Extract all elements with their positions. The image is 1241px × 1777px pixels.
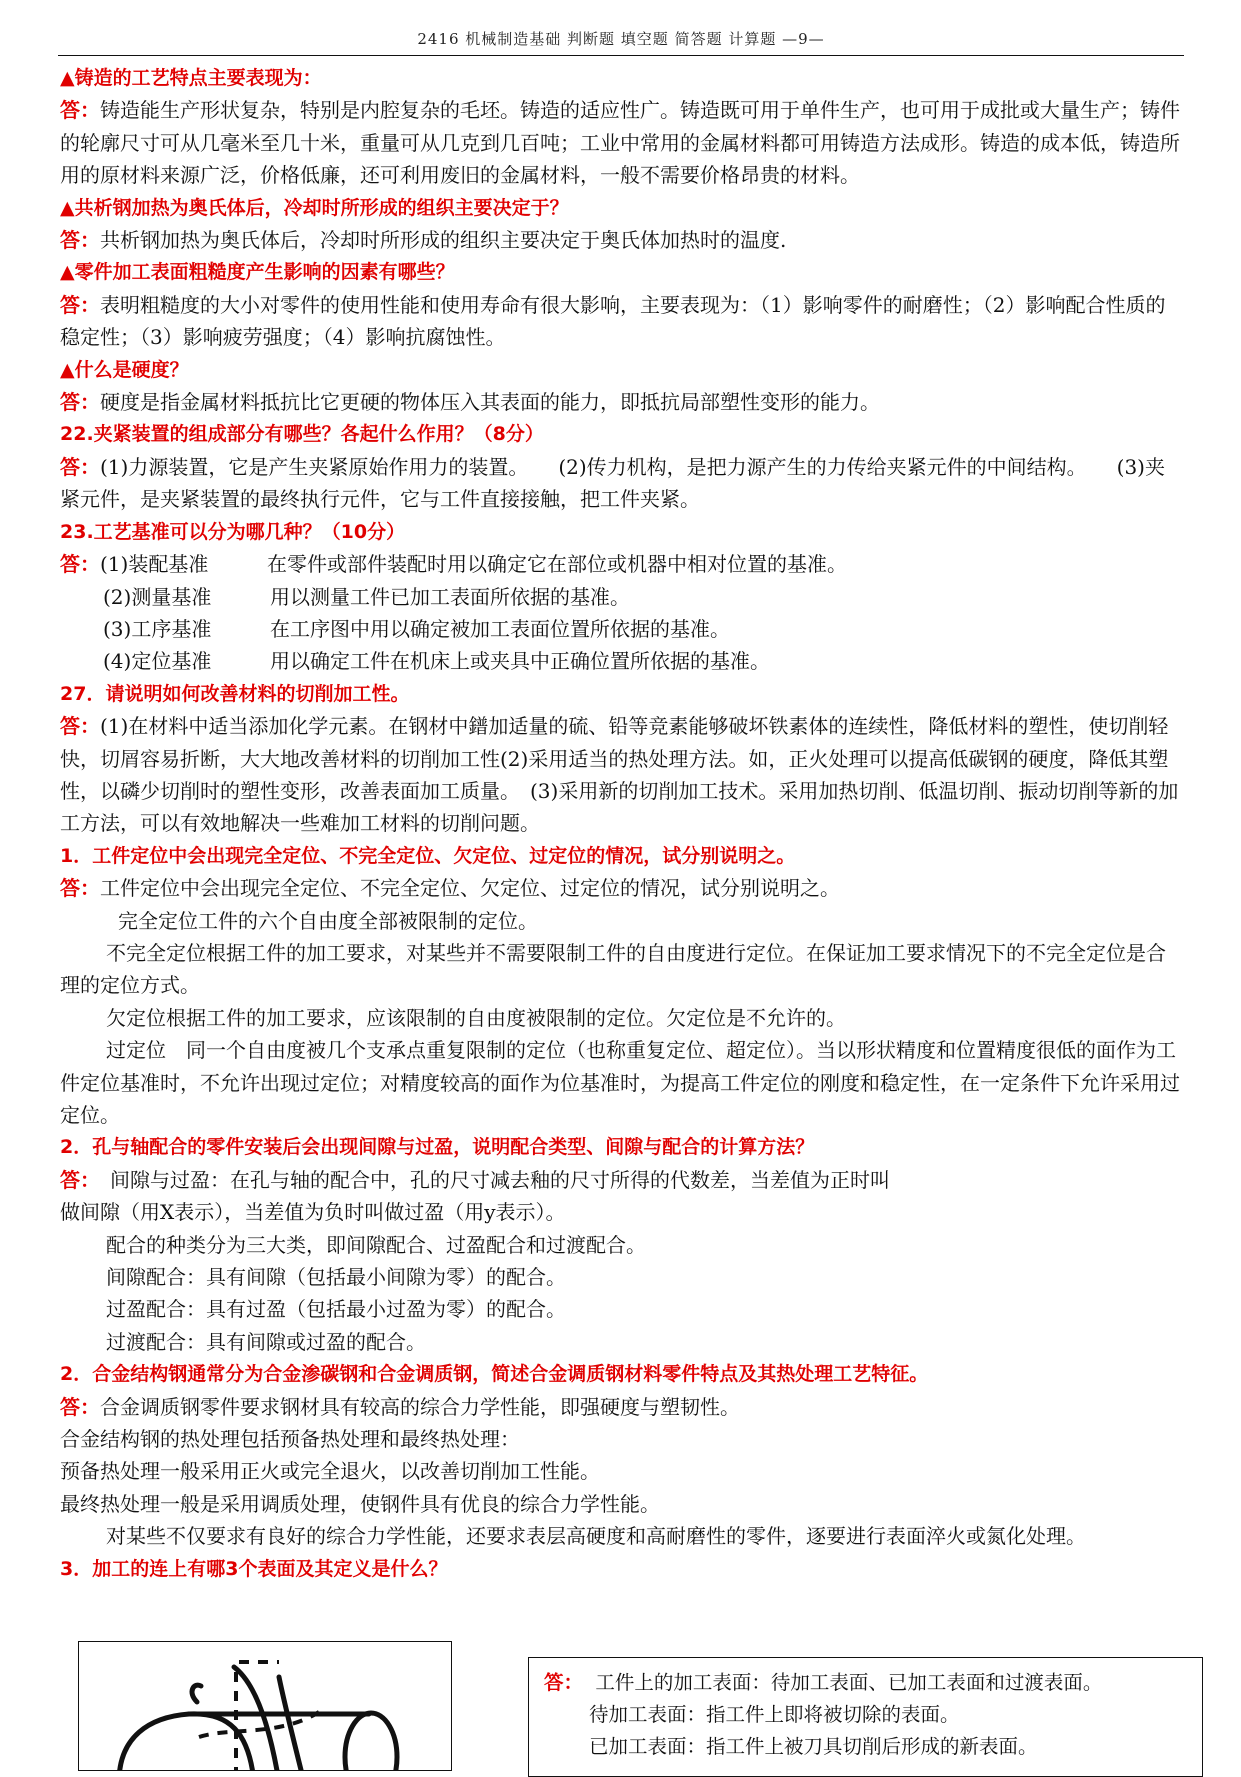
answer-label: 答：	[60, 454, 100, 479]
paragraph: 过盈配合：具有过盈（包括最小过盈为零）的配合。	[106, 1297, 566, 1322]
datum-item	[60, 581, 1182, 613]
datum-term: (2)测量基准	[103, 584, 212, 609]
answer-label: 答：	[60, 552, 100, 577]
answer	[60, 548, 1182, 580]
question: 22.夹紧装置的组成部分有哪些？各起什么作用？（8分）	[60, 423, 544, 446]
answer	[60, 872, 1182, 904]
answer-text: (1)力源装置，它是产生夹紧原始作用力的装置。 (2)传力机构，是把力源产生的力传给夹紧元件的中间结构。 (3)夹紧元件，是夹紧装置的最终执行元件，它与工件直接接触，把工件夹紧。	[60, 454, 1165, 512]
answer-label: 答：	[60, 390, 100, 415]
answer-text: (1)在材料中适当添加化学元素。在钢材中鐠加适量的硫、铅等竞素能够破坏铁素体的连续性，降低材料的塑性，使切削轻快，切屑容易折断，大大地改善材料的切削加工性(2)采用适当的热处理方法。如，正火处理可以提高低碳钢的硬度，降低其塑性，以磷少切削时的塑性变形，改善表面加工质量。 (3)采用新的切削加工技术。采用加热切削、低温切削、振动切削等新的加工方法，可以有效地解决一些难加工材料的切削问题。	[60, 714, 1179, 836]
paragraph: 不完全定位根据工件的加工要求，对某些并不需要限制工件的自由度进行定位。在保证加工要求情况下的不完全定位是合理的定位方式。	[60, 940, 1166, 998]
question: 27．请说明如何改善材料的切削加工性。	[60, 682, 410, 705]
answer	[60, 710, 1182, 840]
answer	[60, 1164, 1182, 1196]
answer-text: 共析钢加热为奥氏体后，冷却时所形成的组织主要决定于奥氏体加热时的温度.	[100, 228, 787, 253]
datum-term: (3)工序基准	[103, 616, 212, 641]
answer-text: 间隙与过盈：在孔与轴的配合中，孔的尺寸减去釉的尺寸所得的代数差，当差值为正时叫	[90, 1167, 890, 1192]
paragraph: 最终热处理一般是采用调质处理，使钢件具有优良的综合力学性能。	[60, 1491, 660, 1516]
datum-desc: 用以测量工件已加工表面所依据的基准。	[270, 584, 630, 609]
answer-label: 答：	[60, 876, 100, 901]
answer-label: 答：	[60, 714, 100, 739]
answer-label: 答：	[60, 1394, 100, 1419]
paragraph: 配合的种类分为三大类，即间隙配合、过盈配合和过渡配合。	[106, 1232, 646, 1257]
answer-label: 答：	[60, 98, 100, 123]
answer-label: 答：	[60, 228, 100, 253]
question: ▲共析钢加热为奥氏体后，冷却时所形成的组织主要决定于？	[60, 196, 569, 219]
paragraph: 合金结构钢的热处理包括预备热处理和最终热处理：	[60, 1427, 520, 1452]
paragraph: 预备热处理一般采用正火或完全退火，以改善切削加工性能。	[60, 1459, 600, 1484]
paragraph: 对某些不仅要求有良好的综合力学性能，还要求表层高硬度和高耐磨性的零件，逐要进行表面淬火或氮化处理。	[106, 1524, 1086, 1549]
answer	[60, 224, 1182, 256]
question: 23.工艺基准可以分为哪几种？（10分）	[60, 520, 406, 543]
paragraph: 已加工表面：指工件上被刀具切削后形成的新表面。	[589, 1735, 1038, 1758]
paragraph: 做间隙（用X表示），当差值为负时叫做过盈（用y表示）。	[60, 1200, 566, 1225]
answer-box	[528, 1657, 1203, 1777]
header-rule	[58, 55, 1184, 56]
question: ▲铸造的工艺特点主要表现为：	[60, 67, 322, 89]
answer-text: 合金调质钢零件要求钢材具有较高的综合力学性能，即强硬度与塑韧性。	[100, 1394, 740, 1419]
workpiece-drawing	[79, 1642, 452, 1771]
answer	[60, 451, 1182, 516]
answer-label: 答：	[60, 1167, 90, 1192]
paragraph: 欠定位根据工件的加工要求，应该限制的自由度被限制的定位。欠定位是不允许的。	[106, 1005, 846, 1030]
answer	[544, 1667, 1202, 1699]
answer-text: 表明粗糙度的大小对零件的使用性能和使用寿命有很大影响，主要表现为：（1）影响零件的耐磨性；（2）影响配合性质的稳定性；（3）影响疲劳强度；（4）影响抗腐蚀性。	[60, 292, 1166, 350]
datum-term: (1)装配基准	[100, 552, 209, 577]
question: 2．孔与轴配合的零件安装后会出现间隙与过盈，说明配合类型、间隙与配合的计算方法？	[60, 1136, 815, 1159]
datum-desc: 在零件或部件装配时用以确定它在部位或机器中相对位置的基准。	[267, 552, 847, 577]
question: 1．工件定位中会出现完全定位、不完全定位、欠定位、过定位的情况，试分别说明之。	[60, 844, 796, 867]
datum-desc: 在工序图中用以确定被加工表面位置所依据的基准。	[270, 616, 730, 641]
answer-text: 铸造能生产形状复杂，特别是内腔复杂的毛坯。铸造的适应性广。铸造既可用于单件生产，也可用于成批或大量生产；铸件的轮廓尺寸可从几毫米至几十米，重量可从几克到几百吨；工业中常用的金属材料都可用铸造方法成形。铸造的成本低，铸造所用的原材料来源广泛，价格低廉，还可利用废旧的金属材料，一般不需要价格昂贵的材料。	[60, 98, 1180, 188]
answer	[60, 386, 1182, 418]
datum-item	[60, 613, 1182, 645]
machining-surfaces-figure	[78, 1641, 452, 1771]
document-body	[60, 62, 1182, 1585]
paragraph: 过渡配合：具有间隙或过盈的配合。	[106, 1329, 426, 1354]
answer	[60, 1391, 1182, 1423]
datum-desc: 用以确定工件在机床上或夹具中正确位置所依据的基准。	[270, 649, 770, 674]
answer-text: 硬度是指金属材料抵抗比它更硬的物体压入其表面的能力，即抵抗局部塑性变形的能力。	[100, 390, 880, 415]
datum-item	[60, 645, 1182, 677]
question: 2．合金结构钢通常分为合金渗碳钢和合金调质钢，简述合金调质钢材料零件特点及其热处理工艺特征。	[60, 1363, 929, 1386]
paragraph: 过定位 同一个自由度被几个支承点重复限制的定位（也称重复定位、超定位）。当以形状精度和位置精度很低的面作为工件定位基准时，不允许出现过定位；对精度较高的面作为位基准时，为提高工件定位的刚度和稳定性，在一定条件下允许采用过定位。	[60, 1038, 1180, 1127]
answer	[60, 94, 1182, 191]
answer-label: 答：	[60, 292, 100, 317]
paragraph: 待加工表面：指工件上即将被切除的表面。	[589, 1703, 960, 1726]
question: ▲什么是硬度？	[60, 358, 189, 381]
answer-text: 工件定位中会出现完全定位、不完全定位、欠定位、过定位的情况，试分别说明之。	[100, 876, 840, 901]
question: 3．加工的连上有哪3个表面及其定义是什么？	[60, 1557, 448, 1580]
page-header: 2416 机械制造基础 判断题 填空题 简答题 计算题 —9—	[417, 30, 825, 48]
paragraph: 间隙配合：具有间隙（包括最小间隙为零）的配合。	[106, 1265, 566, 1290]
answer-text: 工件上的加工表面：待加工表面、已加工表面和过渡表面。	[595, 1671, 1103, 1694]
paragraph: 完全定位工件的六个自由度全部被限制的定位。	[118, 908, 538, 933]
answer-label: 答：	[544, 1671, 584, 1694]
answer	[60, 289, 1182, 354]
question: ▲零件加工表面粗糙度产生影响的因素有哪些？	[60, 261, 455, 284]
datum-term: (4)定位基准	[103, 649, 212, 674]
